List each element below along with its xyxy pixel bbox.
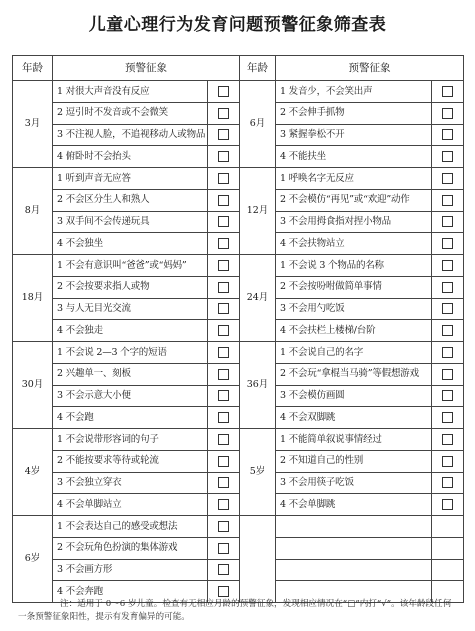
checkbox-cell xyxy=(432,516,464,538)
warning-sign: 3 不会用勺吃饭 xyxy=(276,298,432,320)
warning-sign: 2 不会按吩咐做简单事情 xyxy=(276,276,432,298)
checkbox[interactable] xyxy=(218,456,229,467)
checkbox[interactable] xyxy=(218,216,229,227)
checkbox[interactable] xyxy=(442,173,453,184)
warning-sign: 2 不会玩角色扮演的集体游戏 xyxy=(53,537,208,559)
checkbox-cell xyxy=(432,385,464,407)
checkbox[interactable] xyxy=(442,412,453,423)
checkbox-cell xyxy=(432,189,464,211)
checkbox-cell xyxy=(208,407,240,429)
table-row xyxy=(13,102,464,124)
checkbox-cell xyxy=(208,255,240,277)
warning-sign: 3 不注视人脸，不追视移动人或物品 xyxy=(53,124,208,146)
table-row xyxy=(13,429,464,451)
checkbox-cell xyxy=(432,559,464,581)
checkbox-cell xyxy=(208,81,240,103)
warning-sign: 1 对很大声音没有反应 xyxy=(53,81,208,103)
age-header: 年龄 xyxy=(240,56,276,81)
age-cell: 6月 xyxy=(240,81,276,168)
checkbox-cell xyxy=(208,124,240,146)
warning-sign: 1 不会表达自己的感受或想法 xyxy=(53,516,208,538)
checkbox[interactable] xyxy=(218,260,229,271)
warning-sign: 4 不会单脚站立 xyxy=(53,494,208,516)
checkbox-cell xyxy=(208,189,240,211)
checkbox[interactable] xyxy=(442,86,453,97)
checkbox-cell xyxy=(432,472,464,494)
age-cell: 8月 xyxy=(13,168,53,255)
warning-sign: 3 紧握拳松不开 xyxy=(276,124,432,146)
warning-sign: 3 与人无目光交流 xyxy=(53,298,208,320)
table-row xyxy=(13,211,464,233)
age-header: 年龄 xyxy=(13,56,53,81)
signs-header: 预警征象 xyxy=(276,56,464,81)
checkbox-cell xyxy=(208,342,240,364)
warning-sign: 1 不能简单叙说事情经过 xyxy=(276,429,432,451)
age-cell: 6岁 xyxy=(13,516,53,603)
checkbox[interactable] xyxy=(442,238,453,249)
checkbox[interactable] xyxy=(218,129,229,140)
checkbox-cell xyxy=(208,494,240,516)
checkbox[interactable] xyxy=(442,260,453,271)
warning-sign: 4 不会跑 xyxy=(53,407,208,429)
checkbox[interactable] xyxy=(442,347,453,358)
checkbox-cell xyxy=(432,146,464,168)
warning-sign: 2 不会伸手抓物 xyxy=(276,102,432,124)
warning-sign: 2 不能按要求等待或轮流 xyxy=(53,450,208,472)
checkbox-cell xyxy=(432,124,464,146)
checkbox-cell xyxy=(208,559,240,581)
checkbox-cell xyxy=(432,450,464,472)
checkbox[interactable] xyxy=(442,499,453,510)
checkbox[interactable] xyxy=(442,369,453,380)
warning-sign: 2 不知道自己的性别 xyxy=(276,450,432,472)
table-row xyxy=(13,559,464,581)
warning-sign xyxy=(276,559,432,581)
age-cell xyxy=(240,516,276,603)
table-row xyxy=(13,168,464,190)
checkbox[interactable] xyxy=(218,543,229,554)
warning-sign xyxy=(276,516,432,538)
checkbox[interactable] xyxy=(218,173,229,184)
checkbox-cell xyxy=(208,320,240,342)
warning-sign: 3 不会用拇食指对捏小物品 xyxy=(276,211,432,233)
checkbox[interactable] xyxy=(218,238,229,249)
warning-sign: 2 兴趣单一、刻板 xyxy=(53,363,208,385)
checkbox-cell xyxy=(208,385,240,407)
table-row xyxy=(13,298,464,320)
warning-sign: 1 不会有意识叫“爸爸”或“妈妈” xyxy=(53,255,208,277)
checkbox[interactable] xyxy=(218,325,229,336)
warning-sign: 2 不会区分生人和熟人 xyxy=(53,189,208,211)
warning-sign: 1 听到声音无应答 xyxy=(53,168,208,190)
footnote: 注：适用于 0～6 岁儿童。检查有无相应月龄的预警征象，发现相应情况在“□”内打“√”。该年龄段任何一条预警征象阳性，提示有发育偏异的可能。 xyxy=(18,599,452,622)
warning-sign: 4 不会独走 xyxy=(53,320,208,342)
checkbox[interactable] xyxy=(218,390,229,401)
checkbox-cell xyxy=(432,81,464,103)
table-row xyxy=(13,81,464,103)
checkbox[interactable] xyxy=(218,521,229,532)
checkbox[interactable] xyxy=(218,282,229,293)
warning-sign: 3 不会用筷子吃饭 xyxy=(276,472,432,494)
checkbox[interactable] xyxy=(218,303,229,314)
header-row xyxy=(13,56,464,81)
checkbox[interactable] xyxy=(218,86,229,97)
checkbox-cell xyxy=(208,472,240,494)
warning-sign: 4 不会双脚跳 xyxy=(276,407,432,429)
checkbox[interactable] xyxy=(442,129,453,140)
checkbox[interactable] xyxy=(218,499,229,510)
checkbox-cell xyxy=(432,342,464,364)
checkbox[interactable] xyxy=(218,477,229,488)
warning-sign: 4 不会扶物站立 xyxy=(276,233,432,255)
checkbox[interactable] xyxy=(218,586,229,597)
checkbox[interactable] xyxy=(442,195,453,206)
warning-sign: 4 不会扶栏上楼梯/台阶 xyxy=(276,320,432,342)
age-cell: 24月 xyxy=(240,255,276,342)
checkbox-cell xyxy=(208,450,240,472)
warning-sign: 2 不会模仿“再见”或“欢迎”动作 xyxy=(276,189,432,211)
checkbox-cell xyxy=(208,146,240,168)
checkbox-cell xyxy=(432,168,464,190)
checkbox-cell xyxy=(208,363,240,385)
checkbox-cell xyxy=(432,494,464,516)
checkbox[interactable] xyxy=(218,151,229,162)
table-row xyxy=(13,537,464,559)
warning-sign: 4 不会奔跑 xyxy=(53,581,208,603)
warning-sign: 1 不会说 2—3 个字的短语 xyxy=(53,342,208,364)
checkbox[interactable] xyxy=(218,412,229,423)
checkbox-cell xyxy=(432,537,464,559)
warning-sign: 3 双手间不会传递玩具 xyxy=(53,211,208,233)
checkbox-cell xyxy=(432,407,464,429)
age-cell: 12月 xyxy=(240,168,276,255)
checkbox[interactable] xyxy=(218,564,229,575)
checkbox-cell xyxy=(432,298,464,320)
warning-sign: 1 不会说 3 个物品的名称 xyxy=(276,255,432,277)
warning-sign: 1 不会说自己的名字 xyxy=(276,342,432,364)
table-row xyxy=(13,189,464,211)
age-cell: 30月 xyxy=(13,342,53,429)
warning-sign: 4 不能扶坐 xyxy=(276,146,432,168)
warning-sign: 3 不会画方形 xyxy=(53,559,208,581)
checkbox-cell xyxy=(432,211,464,233)
checkbox-cell xyxy=(432,102,464,124)
table-row xyxy=(13,233,464,255)
age-cell: 4岁 xyxy=(13,429,53,516)
table-row xyxy=(13,494,464,516)
checkbox[interactable] xyxy=(218,369,229,380)
table-row xyxy=(13,385,464,407)
checkbox-cell xyxy=(432,233,464,255)
warning-sign: 4 不会独坐 xyxy=(53,233,208,255)
warning-sign: 3 不会模仿画圆 xyxy=(276,385,432,407)
warning-sign: 2 不会玩“拿棍当马骑”等假想游戏 xyxy=(276,363,432,385)
checkbox[interactable] xyxy=(442,216,453,227)
checkbox[interactable] xyxy=(442,325,453,336)
checkbox[interactable] xyxy=(218,347,229,358)
checkbox-cell xyxy=(432,255,464,277)
table-row xyxy=(13,516,464,538)
checkbox[interactable] xyxy=(218,108,229,119)
warning-sign: 3 不会独立穿衣 xyxy=(53,472,208,494)
table-row xyxy=(13,124,464,146)
checkbox-cell xyxy=(208,211,240,233)
checkbox[interactable] xyxy=(442,477,453,488)
checkbox-cell xyxy=(208,537,240,559)
table-row xyxy=(13,407,464,429)
checkbox-cell xyxy=(208,102,240,124)
checkbox[interactable] xyxy=(442,456,453,467)
checkbox-cell xyxy=(432,363,464,385)
table-row xyxy=(13,363,464,385)
checkbox-cell xyxy=(432,276,464,298)
age-cell: 5岁 xyxy=(240,429,276,516)
table-row xyxy=(13,255,464,277)
checkbox[interactable] xyxy=(442,390,453,401)
checkbox[interactable] xyxy=(442,303,453,314)
table-row xyxy=(13,276,464,298)
checkbox-cell xyxy=(432,320,464,342)
checkbox-cell xyxy=(432,429,464,451)
table-row xyxy=(13,342,464,364)
table-row xyxy=(13,450,464,472)
checkbox[interactable] xyxy=(442,434,453,445)
checkbox[interactable] xyxy=(442,151,453,162)
checkbox-cell xyxy=(208,233,240,255)
warning-sign: 4 俯卧时不会抬头 xyxy=(53,146,208,168)
age-cell: 18月 xyxy=(13,255,53,342)
checkbox-cell xyxy=(208,276,240,298)
warning-sign: 3 不会示意大小便 xyxy=(53,385,208,407)
table-row xyxy=(13,320,464,342)
checkbox[interactable] xyxy=(218,434,229,445)
warning-sign: 1 呼唤名字无反应 xyxy=(276,168,432,190)
checkbox-cell xyxy=(208,429,240,451)
page-title: 儿童心理行为发育问题预警征象筛查表 xyxy=(88,15,387,35)
signs-header: 预警征象 xyxy=(53,56,240,81)
warning-sign: 4 不会单脚跳 xyxy=(276,494,432,516)
table-row xyxy=(13,146,464,168)
warning-sign xyxy=(276,537,432,559)
age-cell: 3月 xyxy=(13,81,53,168)
screening-table xyxy=(12,55,464,603)
checkbox[interactable] xyxy=(442,282,453,293)
table-row xyxy=(13,472,464,494)
checkbox[interactable] xyxy=(442,108,453,119)
warning-sign: 1 不会说带形容词的句子 xyxy=(53,429,208,451)
age-cell: 36月 xyxy=(240,342,276,429)
checkbox-cell xyxy=(208,168,240,190)
checkbox-cell xyxy=(208,298,240,320)
checkbox-cell xyxy=(208,516,240,538)
warning-sign: 2 不会按要求指人或物 xyxy=(53,276,208,298)
warning-sign: 2 逗引时不发音或不会微笑 xyxy=(53,102,208,124)
warning-sign: 1 发音少，不会笑出声 xyxy=(276,81,432,103)
checkbox[interactable] xyxy=(218,195,229,206)
